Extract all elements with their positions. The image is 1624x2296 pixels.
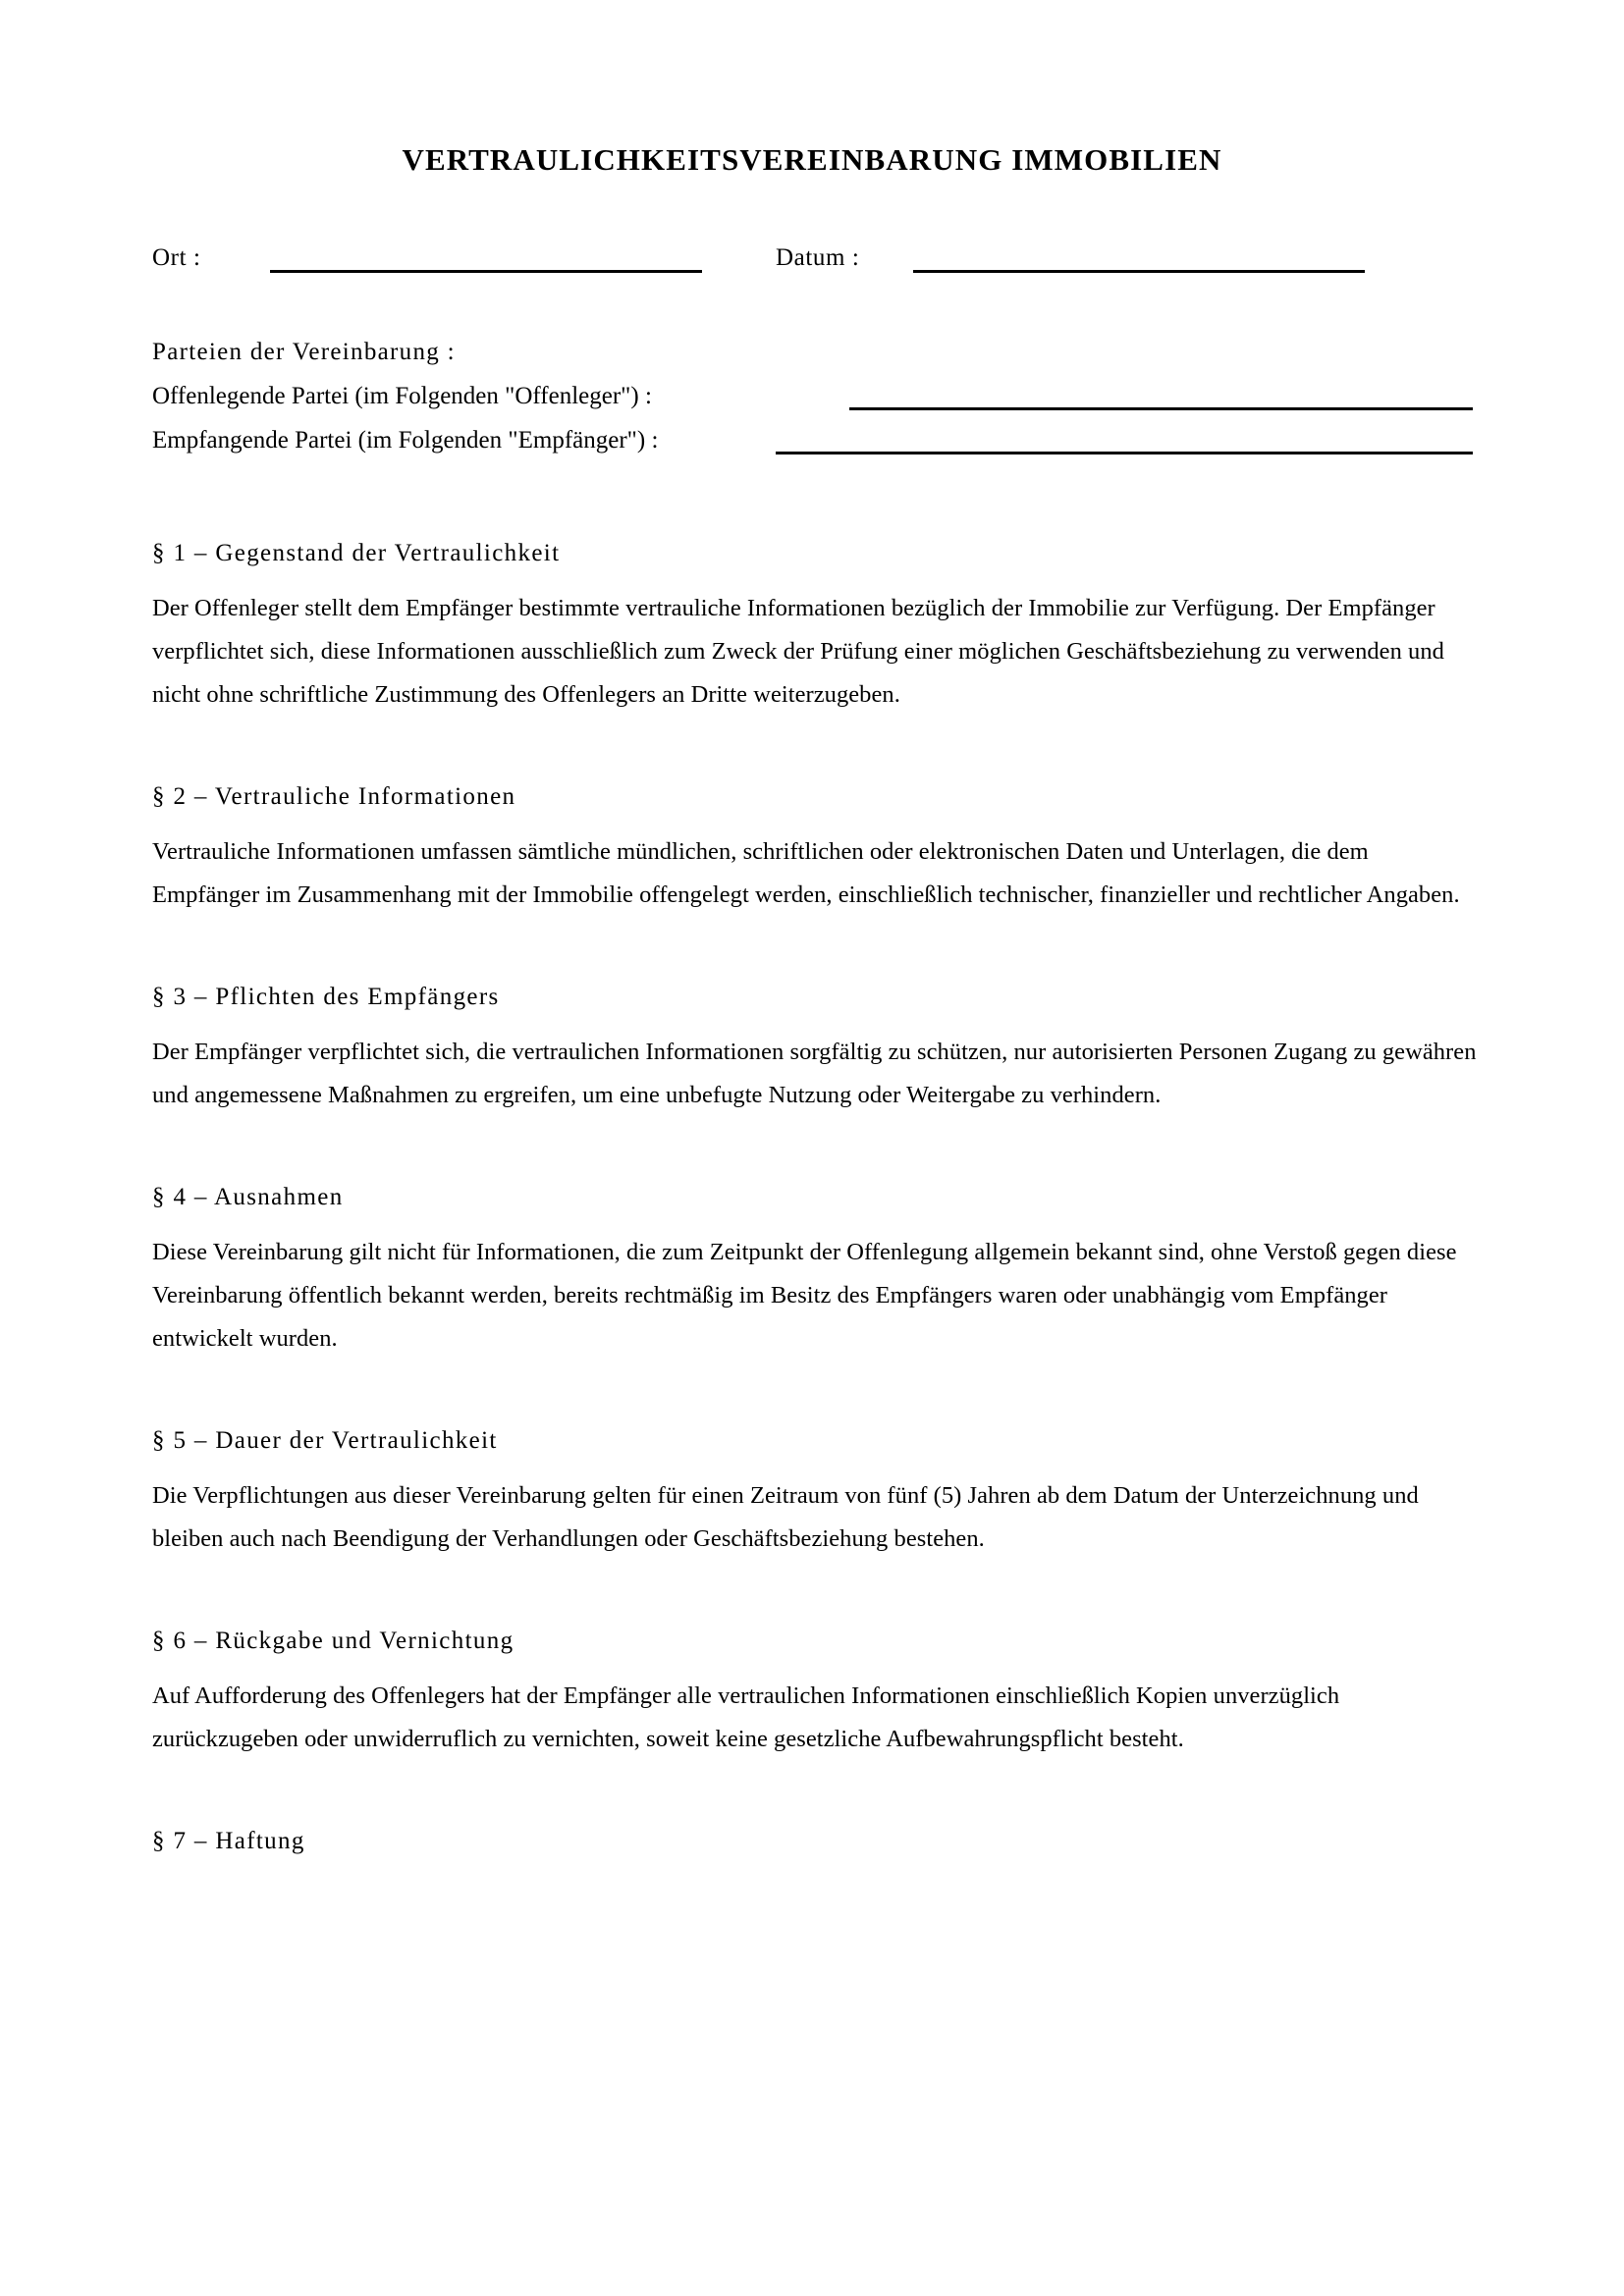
receiving-party-input-rule[interactable] — [776, 452, 1473, 454]
parties-heading: Parteien der Vereinbarung : — [152, 339, 456, 365]
clause-heading: § 1 – Gegenstand der Vertraulichkeit — [152, 540, 561, 566]
parties-block — [152, 330, 1473, 462]
place-input-rule[interactable] — [270, 270, 702, 273]
date-input-rule[interactable] — [913, 270, 1365, 273]
date-field-group — [776, 243, 859, 273]
disclosing-party-input-rule[interactable] — [849, 407, 1473, 410]
clause-heading: § 2 – Vertrauliche Informationen — [152, 783, 516, 810]
clause-paragraph: Diese Vereinbarung gilt nicht für Informationen, die zum Zeitpunkt der Offenlegung allgemein bekannt sind, ohne Verstoß gegen diese Vereinbarung öffentlich bekannt werden, bereits rechtmäßig im Besitz des Empfängers waren oder unabhängig vom Empfänger entwickelt wurden. — [152, 1239, 1457, 1352]
receiving-party-row — [152, 418, 1473, 462]
clause-section-7 — [152, 1818, 1478, 1865]
clause-paragraph: Vertrauliche Informationen umfassen sämtliche mündlichen, schriftlichen oder elektronischen Daten und Unterlagen, die dem Empfänger im Zusammenhang mit der Immobilie offengelegt werden, einschließlich technischer, finanzieller und rechtlicher Angaben. — [152, 838, 1460, 908]
clause-section-5 — [152, 1417, 1478, 1561]
page-title: VERTRAULICHKEITSVEREINBARUNG IMMOBILIEN — [402, 141, 1222, 177]
clause-paragraph: Auf Aufforderung des Offenlegers hat der Empfänger alle vertraulichen Informationen einschließlich Kopien unverzüglich zurückzugeben oder unwiderruflich zu vernichten, soweit keine gesetzliche Aufbewahrungspflicht besteht. — [152, 1682, 1340, 1752]
clause-heading: § 7 – Haftung — [152, 1828, 305, 1854]
clause-section-2 — [152, 774, 1478, 917]
clause-paragraph: Die Verpflichtungen aus dieser Vereinbarung gelten für einen Zeitraum von fünf (5) Jahren ab dem Datum der Unterzeichnung und bleiben auch nach Beendigung der Verhandlungen oder Geschäftsbeziehung bestehen. — [152, 1482, 1419, 1552]
clause-paragraph: Der Empfänger verpflichtet sich, die vertraulichen Informationen sorgfältig zu schützen, nur autorisierten Personen Zugang zu gewähren und angemessene Maßnahmen zu ergreifen, um eine unbefugte Nutzung oder Weitergabe zu verhindern. — [152, 1039, 1477, 1108]
clauses-list — [152, 530, 1478, 1922]
disclosing-party-row — [152, 374, 1473, 418]
date-label: Datum : — [776, 244, 860, 271]
place-field-group — [152, 243, 201, 273]
clause-section-6 — [152, 1618, 1478, 1761]
clause-body — [152, 830, 1478, 917]
clause-body — [152, 1231, 1478, 1361]
clause-heading: § 4 – Ausnahmen — [152, 1184, 344, 1210]
disclosing-party-label: Offenlegende Partei (im Folgenden "Offenleger") : — [152, 383, 652, 409]
clause-section-1 — [152, 530, 1478, 717]
place-label: Ort : — [152, 244, 201, 271]
clause-paragraph: Der Offenleger stellt dem Empfänger bestimmte vertrauliche Informationen bezüglich der Immobilie zur Verfügung. Der Empfänger verpflichtet sich, diese Informationen ausschließlich zum Zweck der Prüfung einer möglichen Geschäftsbeziehung zu verwenden und nicht ohne schriftliche Zustimmung des Offenlegers an Dritte weiterzugeben. — [152, 595, 1444, 708]
clause-section-4 — [152, 1174, 1478, 1361]
clause-heading: § 6 – Rückgabe und Vernichtung — [152, 1628, 514, 1654]
receiving-party-label: Empfangende Partei (im Folgenden "Empfänger") : — [152, 427, 659, 454]
clause-body — [152, 1675, 1478, 1761]
clause-body — [152, 1031, 1478, 1117]
clause-heading: § 5 – Dauer der Vertraulichkeit — [152, 1427, 498, 1454]
clause-section-3 — [152, 974, 1478, 1117]
clause-body — [152, 587, 1478, 717]
clause-heading: § 3 – Pflichten des Empfängers — [152, 984, 500, 1010]
place-date-row — [152, 243, 1473, 283]
clause-body — [152, 1474, 1478, 1561]
